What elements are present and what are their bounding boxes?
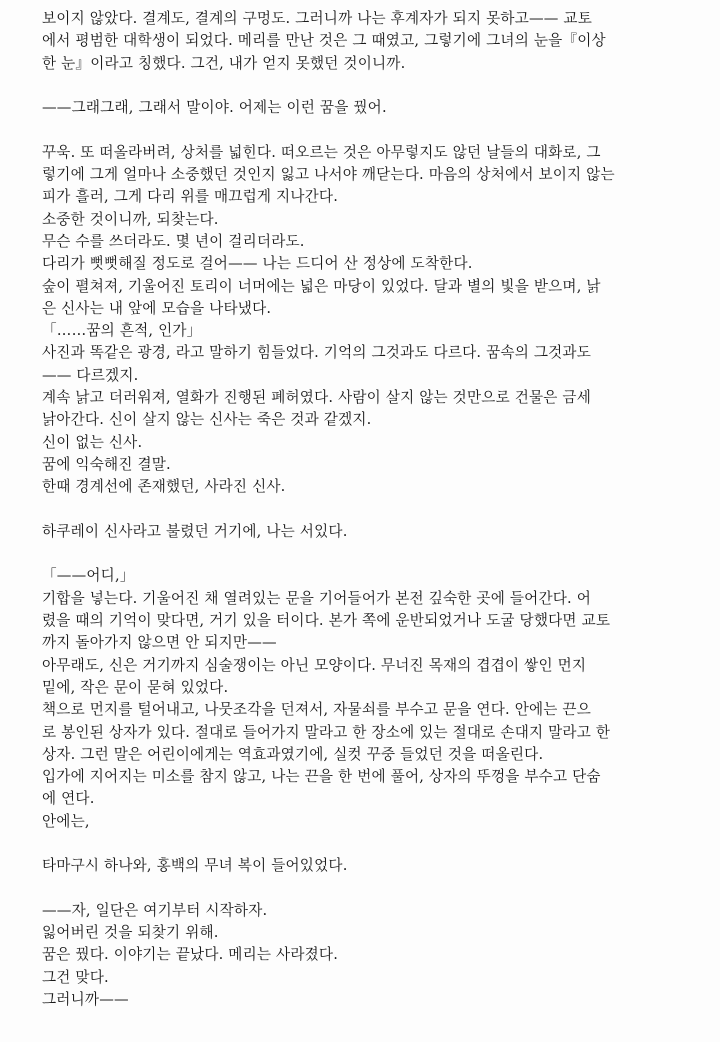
text-line: 계속 낡고 더러워져, 열화가 진행된 폐허였다. 사람이 살지 않는 것만으로 건물은 금세 (42, 389, 592, 407)
text-line: 기합을 넣는다. 기울어진 채 열려있는 문을 기어들어가 본전 깊숙한 곳에 들어간다. 어 (42, 589, 592, 607)
text-line: 피가 흘러, 그게 다리 위를 매끄럽게 지나간다. (42, 188, 339, 206)
text-line: 입가에 지어지는 미소를 참지 않고, 나는 끈을 한 번에 풀어, 상자의 뚜껑을 부수고 단숨 (42, 768, 601, 786)
text-line: ——자, 일단은 여기부터 시작하자. (42, 901, 268, 919)
text-line: 사진과 똑같은 광경, 라고 말하기 힘들었다. 기억의 그것과도 다르다. 꿈속의 그것과도 (42, 344, 592, 362)
text-line: 낡아간다. 신이 살지 않는 신사는 죽은 것과 같겠지. (42, 411, 372, 429)
text-line: 꿈에 익숙해진 결말. (42, 455, 171, 473)
text-line: 렇기에 그게 얼마나 소중했던 것인지 잃고 나서야 깨닫는다. 마음의 상처에서 보이지 않는 (42, 166, 615, 184)
blank-line (42, 878, 702, 900)
blank-line (42, 119, 702, 141)
text-line: 꾸욱. 또 떠올라버려, 상처를 넓힌다. 떠오르는 것은 아무렇지도 않던 날들의 대화로, 그 (42, 143, 601, 161)
blank-line (42, 75, 702, 97)
blank-line (42, 543, 702, 565)
text-line: 무슨 수를 쓰더라도. 몇 년이 걸리더라도. (42, 232, 305, 250)
text-line: 잃어버린 것을 되찾기 위해. (42, 924, 219, 942)
text-line: 「——어디,」 (42, 567, 135, 585)
text-line: ——그래그래, 그래서 말이야. 어제는 이런 꿈을 꿨어. (42, 99, 387, 117)
text-line: 「……꿈의 흔적, 인가」 (42, 322, 202, 340)
text-line: 에 연다. (42, 790, 95, 808)
text-line: 숲이 펼쳐져, 기울어진 토리이 너머에는 넓은 마당이 있었다. 달과 별의 빛을 받으며, 낡 (42, 277, 601, 295)
text-line: 타마구시 하나와, 홍백의 무녀 복이 들어있었다. (42, 857, 348, 875)
text-line: 까지 돌아가지 않으면 안 되지만—— (42, 634, 277, 652)
text-line: 밑에, 작은 문이 묻혀 있었다. (42, 678, 229, 696)
text-line: 책으로 먼지를 털어내고, 나뭇조각을 던져서, 자물쇠를 부수고 문을 연다. 안에는 끈으 (42, 701, 592, 719)
text-line: 신이 없는 신사. (42, 433, 143, 451)
text-line: —— 다르겠지. (42, 366, 139, 384)
page-body-text (42, 8, 702, 1011)
text-line: 아무래도, 신은 거기까지 심술쟁이는 아닌 모양이다. 무너진 목재의 겹겹이 쌓인 먼지 (42, 656, 587, 674)
text-line: 꿈은 꿨다. 이야기는 끝났다. 메리는 사라졌다. (42, 946, 339, 964)
text-line: 다리가 뻣뻣해질 정도로 걸어—— 나는 드디어 산 정상에 도착한다. (42, 255, 473, 273)
text-line: 한때 경계선에 존재했던, 사라진 신사. (42, 478, 286, 496)
text-line: 렸을 때의 기억이 맞다면, 거기 있을 터이다. 본가 쪽에 운반되었거나 도굴 당했다면 교토 (42, 612, 611, 630)
text-line: 로 봉인된 상자가 있다. 절대로 들어가지 말라고 한 장소에 있는 절대로 손대지 말라고 한 (42, 723, 611, 741)
text-line: 그러니까—— (42, 991, 129, 1009)
text-line: 하쿠레이 신사라고 불렸던 거기에, 나는 서있다. (42, 522, 348, 540)
text-line: 보이지 않았다. 결계도, 결계의 구멍도. 그러니까 나는 후계자가 되지 못하고—— 교토 (42, 10, 593, 27)
text-line: 안에는, (42, 812, 90, 830)
text-line: 소중한 것이니까, 되찾는다. (42, 210, 219, 228)
text-line: 은 신사는 내 앞에 모습을 나타냈다. (42, 299, 272, 317)
text-line: 상자. 그런 말은 어린이에게는 역효과였기에, 실컷 꾸중 들었던 것을 떠올린다. (42, 745, 544, 763)
text-line: 그건 맞다. (42, 968, 109, 986)
blank-line (42, 833, 702, 855)
text-line: 에서 평범한 대학생이 되었다. 메리를 만난 것은 그 때였고, 그렇기에 그녀의 눈을『이상 (42, 32, 606, 50)
text-line: 한 눈』이라고 칭했다. 그건, 내가 얻지 못했던 것이니까. (42, 54, 406, 72)
blank-line (42, 499, 702, 521)
